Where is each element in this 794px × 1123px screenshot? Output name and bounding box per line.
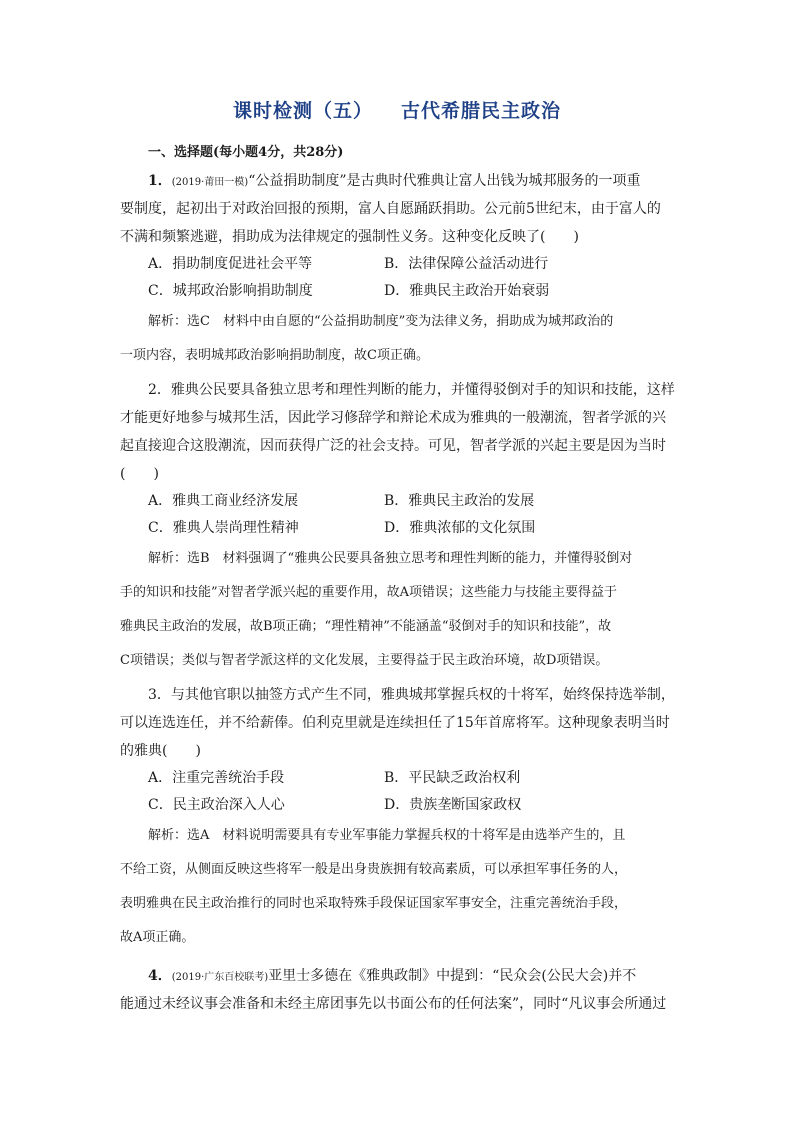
question-2-options-row-2 [120,515,676,542]
question-3-line-1: 3．与其他官职以抽签方式产生不同，雅典城邦掌握兵权的十将军，始终保持选举制， [148,687,675,703]
question-2 [120,376,676,678]
question-1-options-row-1 [120,251,676,278]
question-2-option-c: C．雅典人崇尚理性精神 [148,520,299,536]
question-3-option-d: D．贵族垄断国家政权 [384,797,522,813]
section-heading: 一、选择题(每小题4分，共28分) [148,145,344,160]
title-main: 课时检测（五） [232,100,373,122]
question-2-line-3: 起直接迎合这股潮流，因而获得广泛的社会支持。可见，智者学派的兴起主要是因为当时 [120,438,666,454]
question-1-line-1: 1．(2019·莆田一模)“公益捐助制度”是古典时代雅典让富人出钱为城邦服务的一项重 [148,173,641,189]
question-4-line-1: 4．(2019·广东百校联考)亚里士多德在《雅典政制》中提到：“民众会(公民大会)并不 [148,968,637,984]
question-3-line-3: 的雅典( ) [120,743,201,759]
question-2-line-4: ( ) [120,466,159,482]
question-2-option-d: D．雅典浓郁的文化氛围 [384,520,536,536]
question-3-options-row-1 [120,765,676,792]
question-3-options-row-2 [120,792,676,819]
question-4-source: (2019·广东百校联考) [171,972,269,983]
question-2-line-2: 才能更好地参与城邦生活，因此学习修辞学和辩论术成为雅典的一般潮流，智者学派的兴 [120,410,666,426]
question-2-option-b: B．雅典民主政治的发展 [384,493,535,509]
question-2-option-a: A．雅典工商业经济发展 [148,493,299,509]
question-2-analysis-line-3: 雅典民主政治的发展，故B项正确；“理性精神”不能涵盖“驳倒对手的知识和技能”，故 [120,619,612,634]
question-3-analysis-line-3: 表明雅典在民主政治推行的同时也采取特殊手段保证国家军事安全，注重完善统治手段， [120,896,628,911]
question-1-option-d: D．雅典民主政治开始衰弱 [384,283,550,299]
question-2-analysis-line-4: C项错误；类似与智者学派这样的文化发展，主要得益于民主政治环境，故D项错误。 [120,653,609,668]
question-3 [120,681,676,955]
question-3-option-b: B．平民缺乏政治权利 [384,770,521,786]
question-3-option-c: C．民主政治深入人心 [148,797,285,813]
question-1-option-c: C．城邦政治影响捐助制度 [148,283,313,299]
question-4-line-2: 能通过未经议事会准备和未经主席团事先以书面公布的任何法案”，同时“凡议事会所通过 [120,996,667,1012]
question-1-line-3: 不满和频繁逃避，捐助成为法律规定的强制性义务。这种变化反映了( ) [120,229,579,245]
title-topic: 古代希腊民主政治 [401,100,562,122]
question-1-analysis-line-1: 解析：选C 材料中由自愿的“公益捐助制度”变为法律义务，捐助成为城邦政治的 [148,314,614,329]
question-3-analysis-line-2: 不给工资，从侧面反映这些将军一般是出身贵族拥有较高素质，可以承担军事任务的人， [120,862,628,877]
question-1-line-2: 要制度，起初出于对政治回报的预期，富人自愿踊跃捐助。公元前5世纪末，由于富人的 [120,201,661,217]
question-2-options-row-1 [120,488,676,515]
question-1-analysis-line-2: 一项内容，表明城邦政治影响捐助制度，故C项正确。 [120,348,429,363]
question-2-analysis-line-2: 手的知识和技能”对智者学派兴起的重要作用，故A项错误；这些能力与技能主要得益于 [120,585,618,600]
question-2-line-1: 2．雅典公民要具备独立思考和理性判断的能力，并懂得驳倒对手的知识和技能，这样 [148,382,675,398]
question-1-source: (2019·莆田一模) [171,177,249,188]
question-2-analysis-line-1: 解析：选B 材料强调了“雅典公民要具备独立思考和理性判断的能力，并懂得驳倒对 [148,551,633,566]
question-4 [120,962,676,1018]
question-1 [120,167,676,373]
question-3-option-a: A．注重完善统治手段 [148,770,285,786]
question-3-analysis-line-4: 故A项正确。 [120,930,195,945]
page-title [0,96,794,123]
question-1-options-row-2 [120,278,676,305]
question-3-analysis-line-1: 解析：选A 材料说明需要具有专业军事能力掌握兵权的十将军是由选举产生的，且 [148,828,626,843]
question-3-line-2: 可以连选连任，并不给薪俸。伯利克里就是连续担任了15年首席将军。这种现象表明当时 [120,715,670,731]
question-1-option-b: B．法律保障公益活动进行 [384,256,549,272]
question-1-option-a: A．捐助制度促进社会平等 [148,256,313,272]
